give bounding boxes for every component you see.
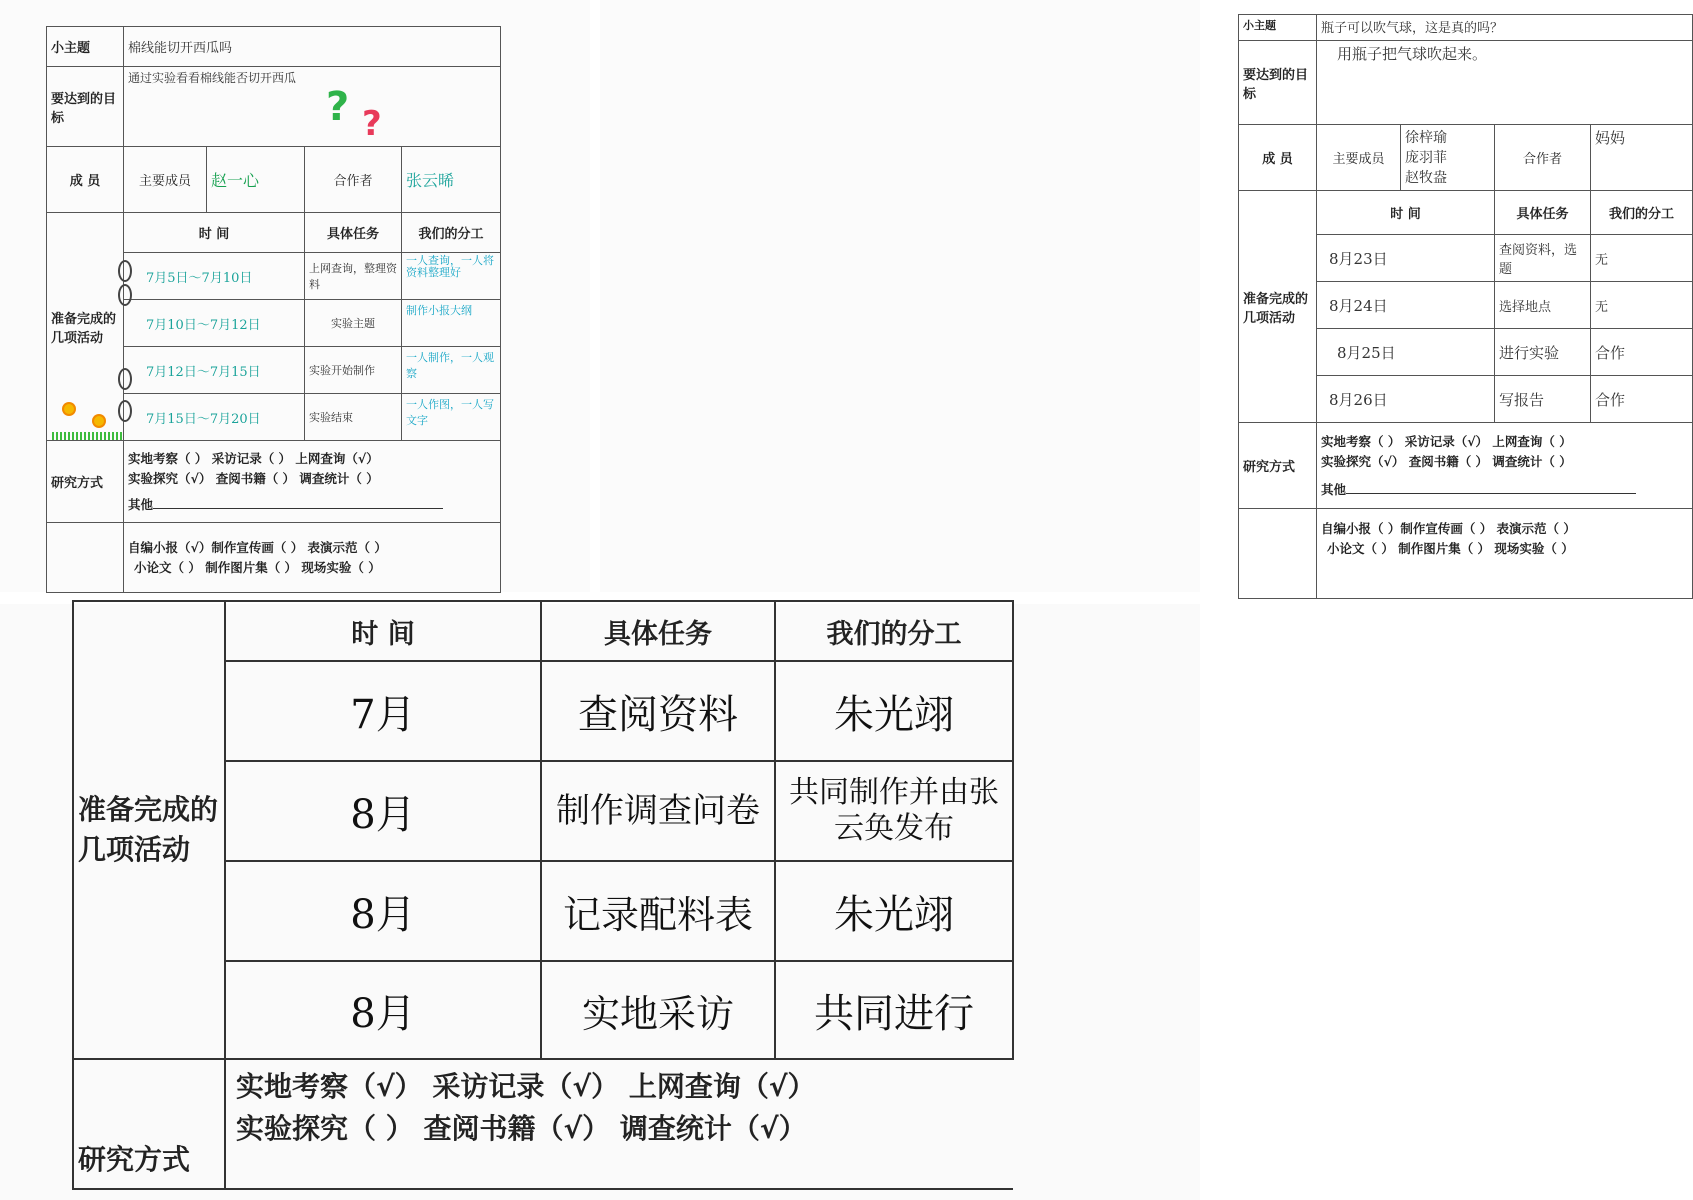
method-line-2: 实验探究（ ） 查阅书籍（√） 调查统计（√）	[236, 1112, 807, 1145]
method-options	[225, 1059, 1013, 1189]
table-row-division: 朱光翊	[775, 861, 1013, 961]
other-row	[1321, 480, 1688, 500]
main-member-label: 主要成员	[124, 147, 207, 213]
member-name: 赵牧盎	[1405, 169, 1447, 186]
worksheet-panel-3	[0, 604, 1200, 1200]
worksheet-table-1	[46, 26, 501, 593]
table-row-time: 7月10日～7月12日	[124, 300, 305, 347]
goal-value: 通过实验看看棉线能否切开西瓜	[124, 67, 501, 147]
members-label: 成 员	[47, 147, 124, 213]
activities-label: 准备完成的几项活动	[73, 601, 225, 1059]
table-row-time: 8月	[225, 961, 541, 1059]
table-row-task: 制作调查问卷	[541, 761, 775, 861]
goal-value: 用瓶子把气球吹起来。	[1317, 41, 1693, 125]
partner-value: 张云晞	[402, 147, 501, 213]
spiral-binding-icon	[118, 284, 132, 306]
col-time-header: 时 间	[1317, 191, 1495, 235]
other-row	[128, 495, 496, 515]
method-line-1: 实地考察（√） 采访记录（√） 上网查询（√）	[236, 1070, 816, 1103]
result-line-2: 小论文（ ） 制作图片集（ ） 现场实验（ ）	[1327, 541, 1574, 556]
table-row-division: 合作	[1591, 376, 1693, 423]
col-division-header: 我们的分工	[1591, 191, 1693, 235]
result-label-empty	[47, 523, 124, 593]
table-row-division: 无	[1591, 235, 1693, 282]
method-line-1: 实地考察（ ） 采访记录（ ） 上网查询（√）	[128, 450, 379, 466]
table-row-time: 8月24日	[1317, 282, 1495, 329]
result-label-empty	[1239, 509, 1317, 599]
table-row-time: 8月23日	[1317, 235, 1495, 282]
member-name: 庞羽菲	[1405, 149, 1447, 166]
result-options	[1317, 509, 1693, 599]
table-row-task: 实地采访	[541, 961, 775, 1059]
other-label: 其他	[128, 496, 154, 512]
worksheet-panel-2	[600, 0, 1675, 592]
method-label: 研究方式	[73, 1059, 225, 1189]
main-members-list	[1401, 125, 1495, 191]
method-line-1: 实地考察（ ） 采访记录（√） 上网查询（ ）	[1321, 433, 1572, 449]
table-row-task: 记录配料表	[541, 861, 775, 961]
col-time-header: 时 间	[124, 213, 305, 253]
col-task-header: 具体任务	[305, 213, 402, 253]
col-division-header: 我们的分工	[402, 213, 501, 253]
grass-doodle-icon	[52, 432, 122, 440]
table-row-task: 写报告	[1495, 376, 1591, 423]
table-row-time: 8月	[225, 761, 541, 861]
table-row-task: 选择地点	[1495, 282, 1591, 329]
red-question-mark-icon: ?	[362, 104, 382, 144]
worksheet-table-2	[1238, 14, 1693, 599]
partner-label: 合作者	[1495, 125, 1591, 191]
member-name: 徐梓瑜	[1405, 129, 1447, 146]
method-line-2: 实验探究（√） 查阅书籍（ ） 调查统计（ ）	[128, 470, 379, 486]
worksheet-panel-1	[0, 0, 590, 592]
method-label: 研究方式	[1239, 423, 1317, 509]
flower-doodle-icon	[94, 416, 104, 426]
table-row-task: 实验主题	[305, 300, 402, 347]
table-row-division: 共同进行	[775, 961, 1013, 1059]
table-row-division: 合作	[1591, 329, 1693, 376]
main-member-value: 赵一心	[207, 147, 305, 213]
method-options	[1317, 423, 1693, 509]
activities-label: 准备完成的几项活动	[1239, 191, 1317, 423]
table-row-time: 7月5日～7月10日	[124, 253, 305, 300]
col-task-header: 具体任务	[541, 601, 775, 661]
topic-label: 小主题	[1239, 15, 1317, 41]
table-row-time: 8月	[225, 861, 541, 961]
method-label: 研究方式	[47, 441, 124, 523]
table-row-task: 进行实验	[1495, 329, 1591, 376]
table-row-division: 朱光翊	[775, 661, 1013, 761]
goal-label: 要达到的目标	[47, 67, 124, 147]
table-row-division: 一人查询，一人将资料整理好	[402, 253, 501, 300]
table-row-division: 一人作图，一人写文字	[402, 394, 501, 441]
table-row-time: 8月26日	[1317, 376, 1495, 423]
table-row-time: 8月25日	[1317, 329, 1495, 376]
col-task-header: 具体任务	[1495, 191, 1591, 235]
table-row-division: 共同制作并由张云奂发布	[775, 761, 1013, 861]
topic-value: 瓶子可以吹气球，这是真的吗？	[1317, 15, 1693, 41]
table-row-time: 7月12日～7月15日	[124, 347, 305, 394]
partner-value: 妈妈	[1591, 125, 1693, 191]
other-underline	[153, 496, 443, 509]
table-row-task: 实验开始制作	[305, 347, 402, 394]
other-label: 其他	[1321, 481, 1347, 497]
activities-label: 准备完成的几项活动	[47, 213, 124, 441]
method-line-2: 实验探究（√） 查阅书籍（ ） 调查统计（ ）	[1321, 453, 1572, 469]
spiral-binding-icon	[118, 260, 132, 282]
table-row-time: 7月15日～7月20日	[124, 394, 305, 441]
table-row-task: 实验结束	[305, 394, 402, 441]
col-time-header: 时 间	[225, 601, 541, 661]
result-line-1: 自编小报（ ）制作宣传画（ ） 表演示范（ ）	[1321, 521, 1576, 536]
table-row-task: 查阅资料	[541, 661, 775, 761]
table-row-time: 7月	[225, 661, 541, 761]
table-row-task: 查阅资料，选题	[1495, 235, 1591, 282]
worksheet-table-3	[72, 600, 1014, 1190]
green-question-mark-icon: ?	[326, 84, 350, 130]
table-row-division: 一人制作，一人观察	[402, 347, 501, 394]
partner-label: 合作者	[305, 147, 402, 213]
table-row-division: 制作小报大纲	[402, 300, 501, 347]
topic-label: 小主题	[47, 27, 124, 67]
col-division-header: 我们的分工	[775, 601, 1013, 661]
result-options	[124, 523, 501, 593]
spiral-binding-icon	[118, 368, 132, 390]
table-row-division: 无	[1591, 282, 1693, 329]
result-line-1: 自编小报（√）制作宣传画（ ） 表演示范（ ）	[128, 539, 387, 555]
method-options	[124, 441, 501, 523]
main-member-label: 主要成员	[1317, 125, 1401, 191]
result-line-2: 小论文（ ） 制作图片集（ ） 现场实验（ ）	[134, 559, 381, 575]
goal-label: 要达到的目标	[1239, 41, 1317, 125]
other-underline	[1346, 481, 1636, 494]
members-label: 成 员	[1239, 125, 1317, 191]
table-row-task: 上网查询，整理资料	[305, 253, 402, 300]
topic-value: 棉线能切开西瓜吗	[124, 27, 501, 67]
flower-doodle-icon	[64, 404, 74, 414]
spiral-binding-icon	[118, 400, 132, 422]
